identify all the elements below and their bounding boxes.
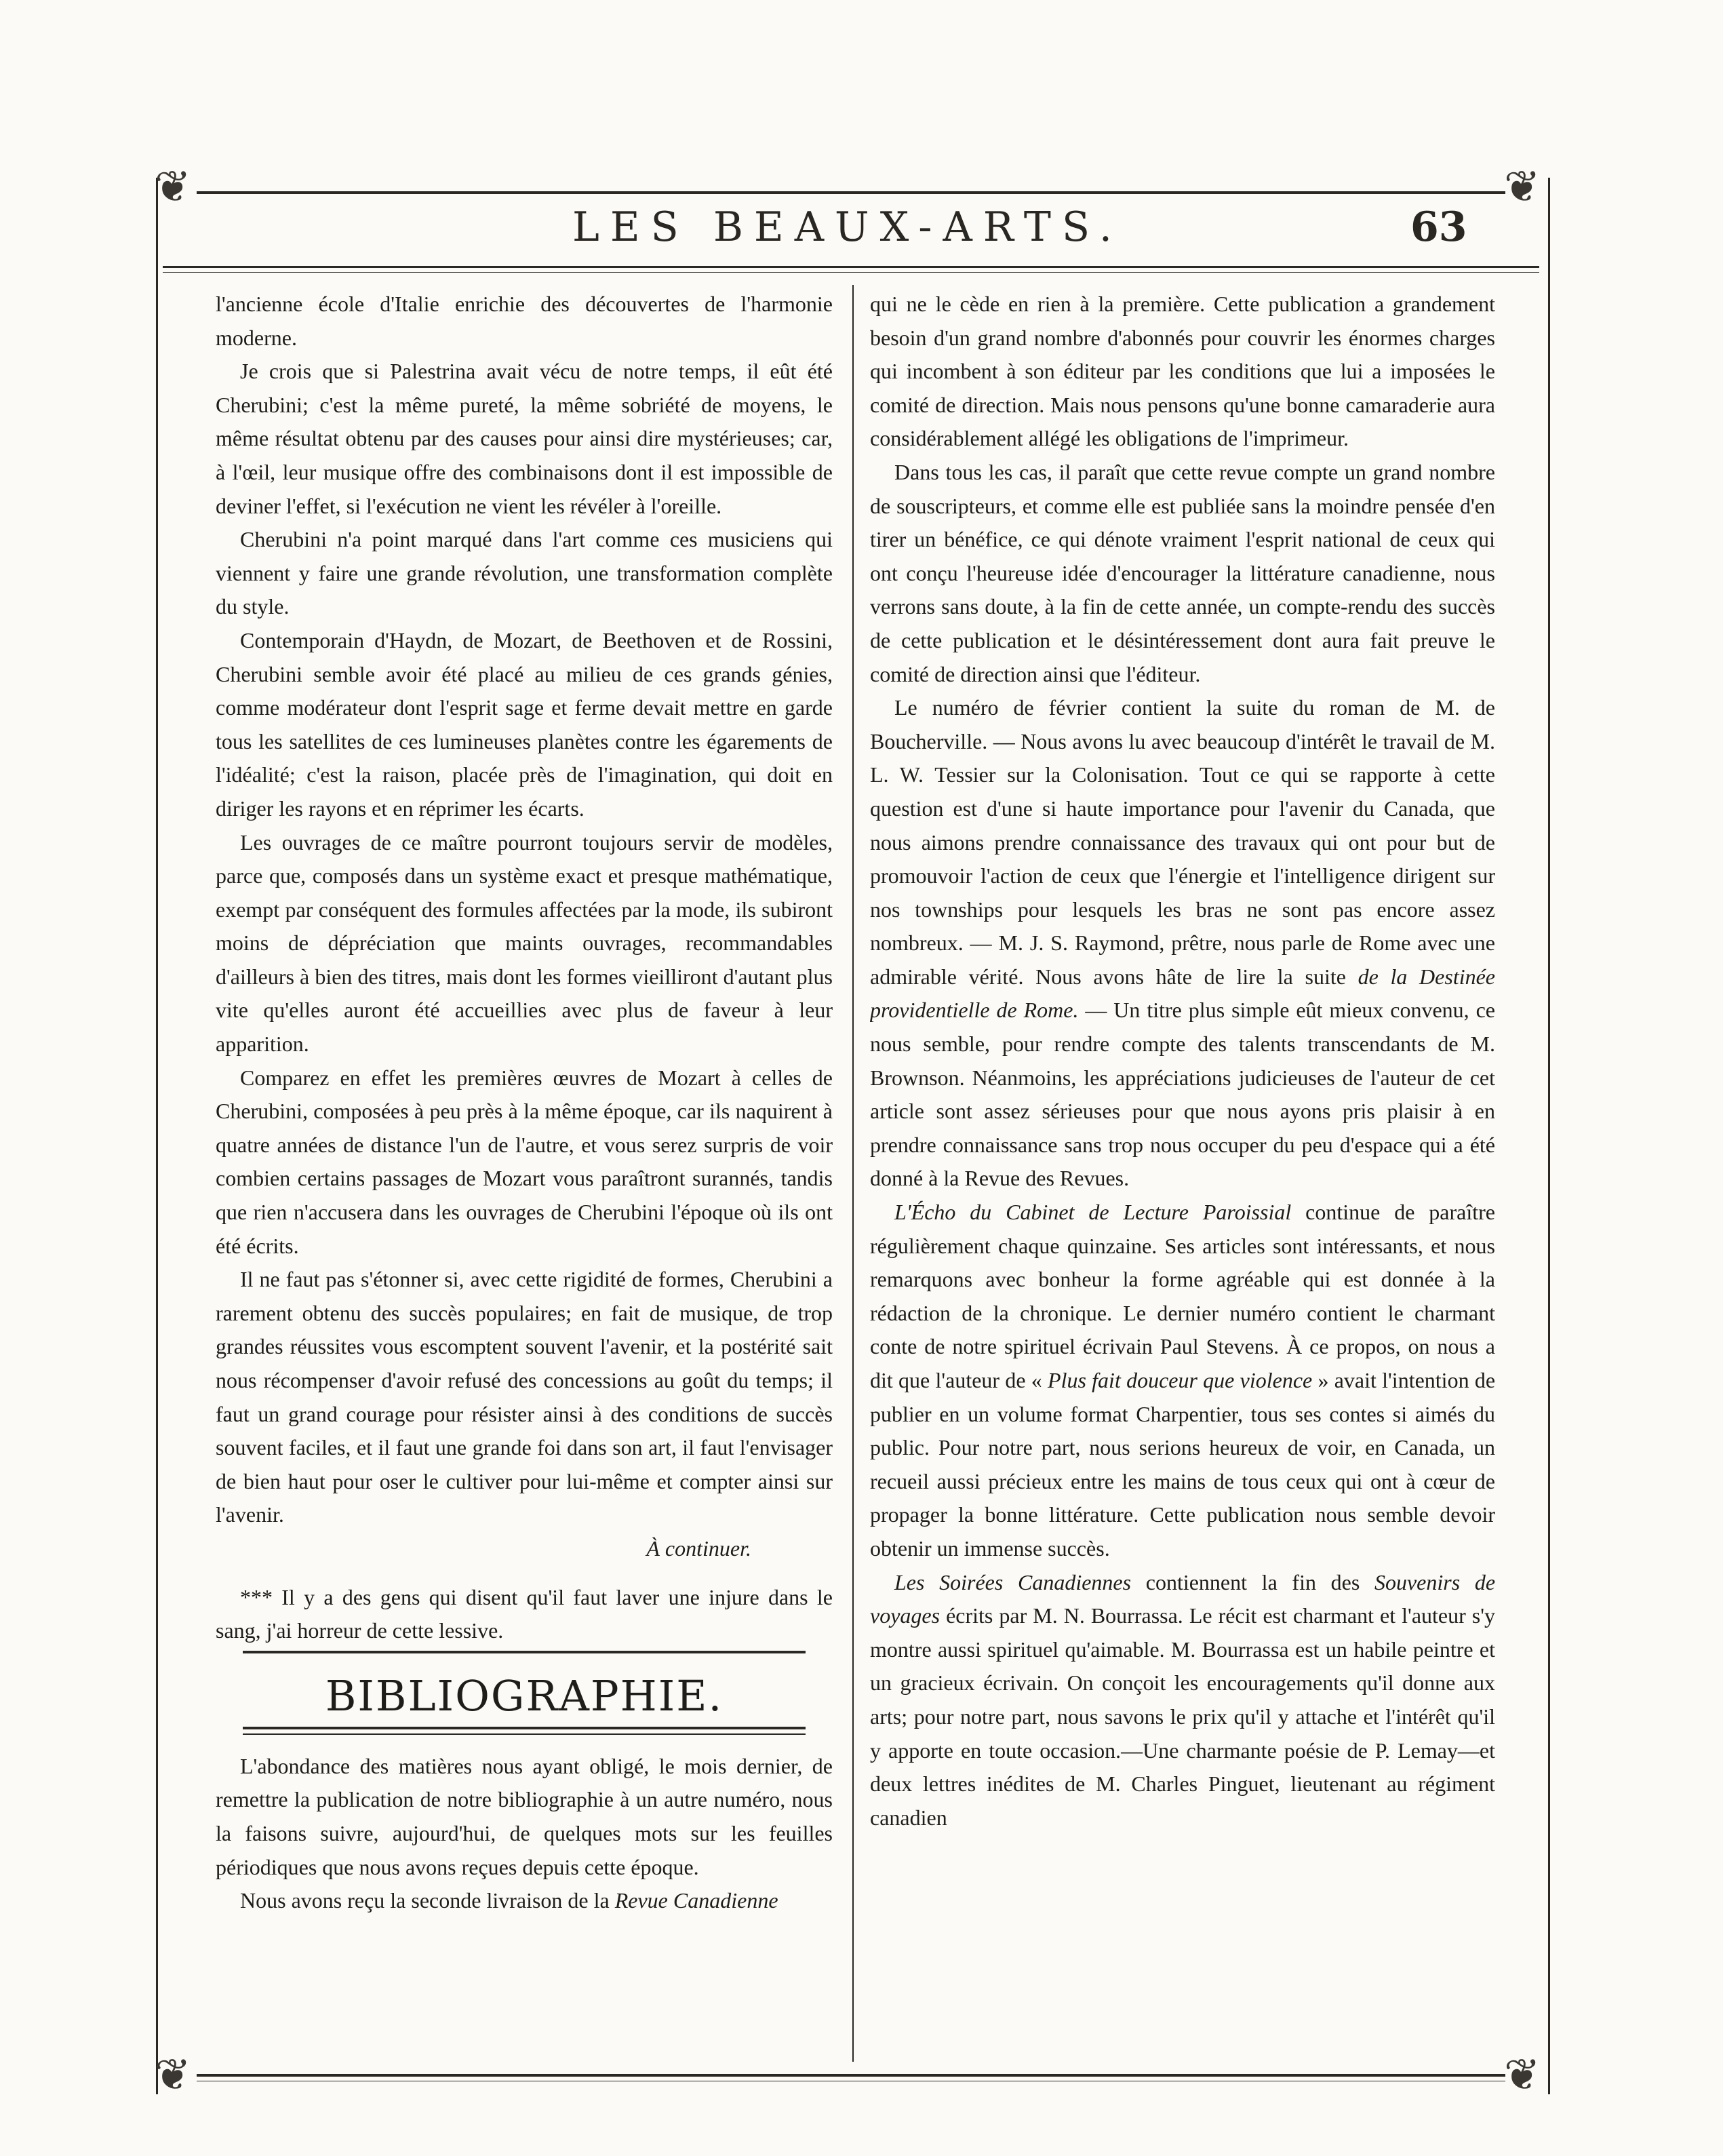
top-border-rule [197,191,1505,194]
header-bottom-rule [163,266,1539,268]
text-run: Nous avons reçu la seconde livraison de la [240,1888,615,1913]
top-left-ornament: ❦ [155,162,191,212]
spacer [216,1566,833,1581]
continuation-note [216,1532,833,1566]
section-rule-bottom [243,1727,806,1729]
column-divider [852,285,854,2062]
right-column [870,288,1495,2051]
section-rule-thin [243,1733,806,1735]
paragraph [216,1884,833,1918]
text-run: — Un titre plus simple eût mieux convenu, ce nous semble, pour rendre compte des talents transcendants de M. Brownson. Néanmoins, les appréciations judicieuses de l'auteur de cet article sont assez sérieuses pour que nous ayons pris plaisir à en prendre connaissance sans trop nous occuper du peu d'espace qui a été donné à la Revue des Revues. [870,998,1495,1191]
paragraph [870,1196,1495,1566]
text-run: contiennent la fin des [1131,1569,1374,1594]
bottom-left-ornament: ❦ [155,2050,191,2100]
left-column [216,288,833,2051]
continuation-text: À continuer. [646,1535,751,1561]
paragraph: Les ouvrages de ce maître pourront toujours servir de modèles, parce que, composés dans un système exact et presque mathématique, exempt par conséquent des formules affectées par la mode, ils subiront moins de dépréciation que maints ouvrages, recommandables d'ailleurs à bien des titres, mais dont les formes vieilliront d'autant plus vite qu'elles auront été accueillies avec plus de faveur à leur apparition. [216,829,833,1057]
text-run: Le numéro de février contient la suite du roman de M. de Boucherville. — Nous avons lu avec beaucoup d'intérêt le travail de M. L. W. Tessier sur la Colonisation. Tout ce qui se rapporte à cette question est d'une si haute importance pour l'avenir du Canada, que nous aimons prendre connaissance des travaux qui ont pour but de promouvoir l'action de ceux que l'énergie et l'intelligence dirigent sur nos townships pour lesquels les bras ne sont pas encore assez nombreux. — M. J. S. Raymond, prêtre, nous parle de Rome avec une admirable vérité. Nous avons hâte de lire la suite [870,695,1495,989]
publication-title: Revue Canadienne [614,1888,778,1913]
publication-title: Les Soirées Canadiennes [894,1569,1132,1594]
paragraph: Comparez en effet les premières œuvres de Mozart à celles de Cherubini, composées à peu près à la même époque, car ils naquirent à quatre années de distance l'un de l'autre, et vous serez surpris de voir combien certains passages de Mozart vous paraîtront surannés, tandis que rien n'accusera dans les ouvrages de Cherubini l'époque où ils ont été écrits. [216,1065,833,1258]
paragraph [870,691,1495,1196]
section-rule-top [243,1651,806,1653]
paragraph: Il ne faut pas s'étonner si, avec cette rigidité de formes, Cherubini a rarement obtenu des succès populaires; en fait de musique, de trop grandes réussites vous escomptent souvent l'avenir, et la postérité sait nous récompenser d'avoir refusé des concessions au goût du temps; il faut un grand courage pour résister ainsi à des conditions de succès souvent faciles, et il faut une grande foi dans son art, il faut l'envisager de bien haut pour oser le cultiver pour lui-même et compter ainsi sur l'avenir. [216,1267,833,1527]
maxim: *** Il y a des gens qui disent qu'il faut laver une injure dans le sang, j'ai horreur de cette lessive. [216,1584,833,1643]
paragraph: Dans tous les cas, il paraît que cette revue compte un grand nombre de souscripteurs, et comme elle est publiée sans la moindre pensée d'en tirer un bénéfice, ce qui dénote vraiment l'esprit national de ceux qui ont conçu l'heureuse idée d'encourager la littérature canadienne, nous verrons sans doute, à la fin de cette année, un compte-rendu des succès de cette publication et le désintéressement dont aura fait preuve le comité de direction ainsi que l'éditeur. [870,459,1495,686]
top-right-ornament: ❦ [1504,162,1541,212]
text-run: continue de paraître régulièrement chaque quinzaine. Ses articles sont intéressants, et nous remarquons avec bonheur la forme agréable qui est donnée à la rédaction de la chronique. Le dernier numéro contient le charmant conte de notre spirituel écrivain Paul Stevens. À ce propos, on nous a dit que l'auteur de « [870,1200,1495,1392]
bottom-border-rule [197,2074,1505,2077]
paragraph: L'abondance des matières nous ayant obligé, le mois dernier, de remettre la publication de notre bibliographie à un autre numéro, nous la faisons suivre, aujourd'hui, de quelques mots sur les feuilles périodiques que nous avons reçues depuis cette époque. [216,1753,833,1879]
page-number: 63 [1410,203,1467,251]
paragraph: Je crois que si Palestrina avait vécu de notre temps, il eût été Cherubini; c'est la même pureté, la même sobriété de moyens, le même résultat obtenu par des causes pour ainsi dire mystérieuses; car, à l'œil, leur musique offre des combinaisons dont il est impossible de deviner l'effet, si l'exécution ne vient les révéler à l'oreille. [216,359,833,518]
paragraph: l'ancienne école d'Italie enrichie des découvertes de l'harmonie moderne. [216,292,833,350]
work-title: Souvenirs de voyages [870,1569,1495,1628]
text-run: » avait l'intention de publier en un volume format Charpentier, tous ses contes si aimés du public. Pour notre part, nous serions heureux de voir, en Canada, un recueil aussi précieux entre les mains de tous ceux qui ont à cœur de propager la bonne littérature. Cette publication nous semble devoir obtenir un immense succès. [870,1368,1495,1561]
section-heading: BIBLIOGRAPHIE. [325,1670,724,1721]
publication-title: L'Écho du Cabinet de Lecture Paroissial [894,1200,1292,1225]
bottom-right-ornament: ❦ [1504,2050,1541,2100]
header-bottom-rule-thin [163,272,1539,273]
running-title: LES BEAUX-ARTS. [572,203,1123,251]
paragraph [870,1566,1495,1835]
text-run: écrits par M. N. Bourrassa. Le récit est charmant et l'auteur s'y montre aussi spirituel qu'aimable. M. Bourrassa est un habile peintre et un gracieux écrivain. On conçoit les encouragements qu'il donne aux arts; pour notre part, nous savons le prix qu'il y attache et l'intérêt qu'il y apporte en toute occasion.—Une charmante poésie de P. Lemay—et deux lettres inédites de M. Charles Pinguet, lieutenant au régiment canadien [870,1603,1495,1830]
paragraph: Contemporain d'Haydn, de Mozart, de Beethoven et de Rossini, Cherubini semble avoir été placé au milieu de ces grands génies, comme modérateur dont l'esprit sage et ferme devait mettre en garde tous les satellites de ces lumineuses planètes contre les égarements de l'idéalité; c'est la raison, placée près de l'imagination, qui doit en diriger les rayons et en réprimer les écarts. [216,627,833,821]
paragraph: qui ne le cède en rien à la première. Cette publication a grandement besoin d'un grand nombre d'abonnés pour couvrir les énormes charges qui incombent à son éditeur par les conditions que lui a imposées le comité de direction. Mais nous pensons qu'une bonne camaraderie aura considérablement allégé les obligations de l'imprimeur. [870,292,1495,451]
book-title: Plus fait douceur que violence [1048,1368,1313,1392]
article-title: de la Destinée providentielle de Rome. [870,964,1495,1023]
paragraph: Cherubini n'a point marqué dans l'art comme ces musiciens qui viennent y faire une grande révolution, une transformation complète du style. [216,527,833,619]
